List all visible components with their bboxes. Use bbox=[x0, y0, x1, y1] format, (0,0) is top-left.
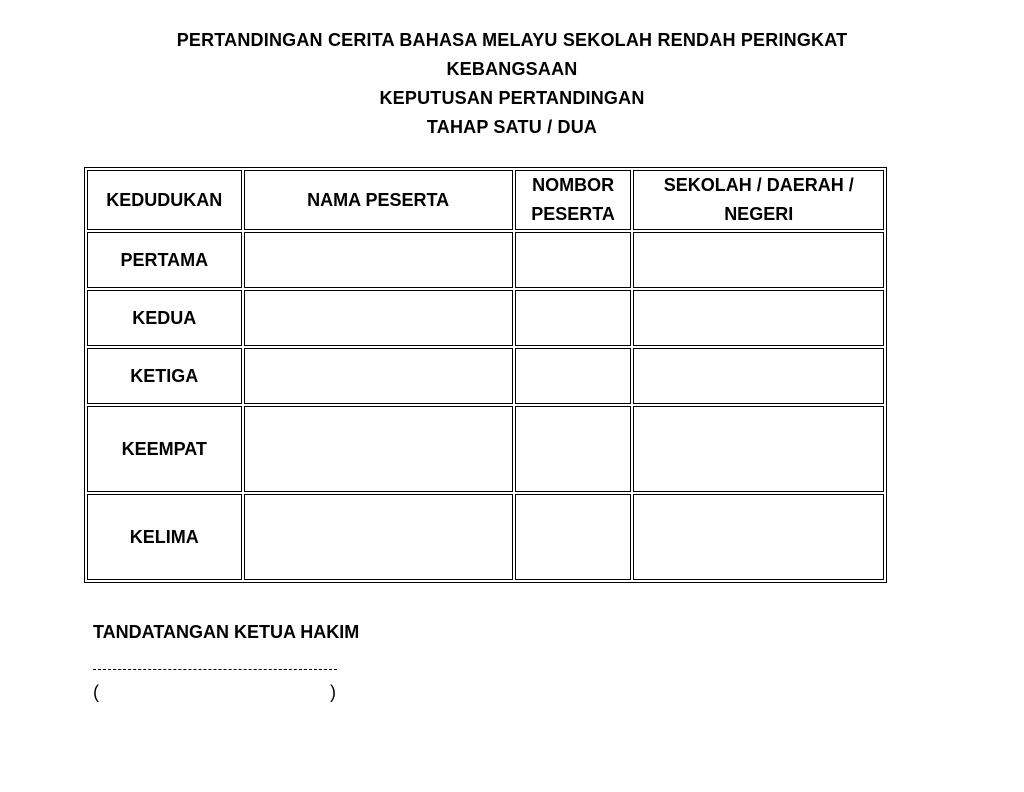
header-number bbox=[515, 170, 632, 230]
row-position: KETIGA bbox=[87, 348, 242, 404]
row-name-cell[interactable] bbox=[244, 232, 513, 288]
table-row bbox=[87, 290, 884, 346]
signature-line[interactable] bbox=[93, 669, 337, 670]
table-row bbox=[87, 406, 884, 492]
row-number-cell[interactable] bbox=[515, 290, 632, 346]
header-school-line1: SEKOLAH / DAERAH / bbox=[663, 175, 854, 195]
header-school bbox=[633, 170, 884, 230]
signature-label: TANDATANGAN KETUA HAKIM bbox=[93, 622, 360, 642]
header-number-line2: PESERTA bbox=[531, 204, 615, 224]
results-table bbox=[84, 167, 887, 583]
title-line-2: KEBANGSAAN bbox=[446, 59, 578, 79]
table-header-row bbox=[87, 170, 884, 230]
signature-name-open-paren: ( bbox=[93, 682, 99, 702]
row-number-cell[interactable] bbox=[515, 348, 632, 404]
document-title bbox=[90, 26, 934, 142]
signature-name-close-paren: ) bbox=[330, 682, 336, 702]
row-name-cell[interactable] bbox=[244, 290, 513, 346]
table-row bbox=[87, 232, 884, 288]
header-number-line1: NOMBOR bbox=[532, 175, 615, 195]
title-line-3: KEPUTUSAN PERTANDINGAN bbox=[379, 88, 645, 108]
row-position: PERTAMA bbox=[87, 232, 242, 288]
row-name-cell[interactable] bbox=[244, 406, 513, 492]
row-school-cell[interactable] bbox=[633, 232, 884, 288]
row-school-cell[interactable] bbox=[633, 494, 884, 580]
header-position: KEDUDUKAN bbox=[87, 170, 242, 230]
row-school-cell[interactable] bbox=[633, 348, 884, 404]
header-school-line2: NEGERI bbox=[724, 204, 794, 224]
row-number-cell[interactable] bbox=[515, 494, 632, 580]
title-line-4: TAHAP SATU / DUA bbox=[426, 117, 598, 137]
row-position: KEDUA bbox=[87, 290, 242, 346]
title-line-1: PERTANDINGAN CERITA BAHASA MELAYU SEKOLAH RENDAH PERINGKAT bbox=[176, 30, 848, 50]
row-number-cell[interactable] bbox=[515, 232, 632, 288]
row-position: KELIMA bbox=[87, 494, 242, 580]
row-name-cell[interactable] bbox=[244, 494, 513, 580]
header-name: NAMA PESERTA bbox=[244, 170, 513, 230]
row-number-cell[interactable] bbox=[515, 406, 632, 492]
table-row bbox=[87, 494, 884, 580]
row-name-cell[interactable] bbox=[244, 348, 513, 404]
row-school-cell[interactable] bbox=[633, 406, 884, 492]
row-school-cell[interactable] bbox=[633, 290, 884, 346]
row-position: KEEMPAT bbox=[87, 406, 242, 492]
table-row bbox=[87, 348, 884, 404]
